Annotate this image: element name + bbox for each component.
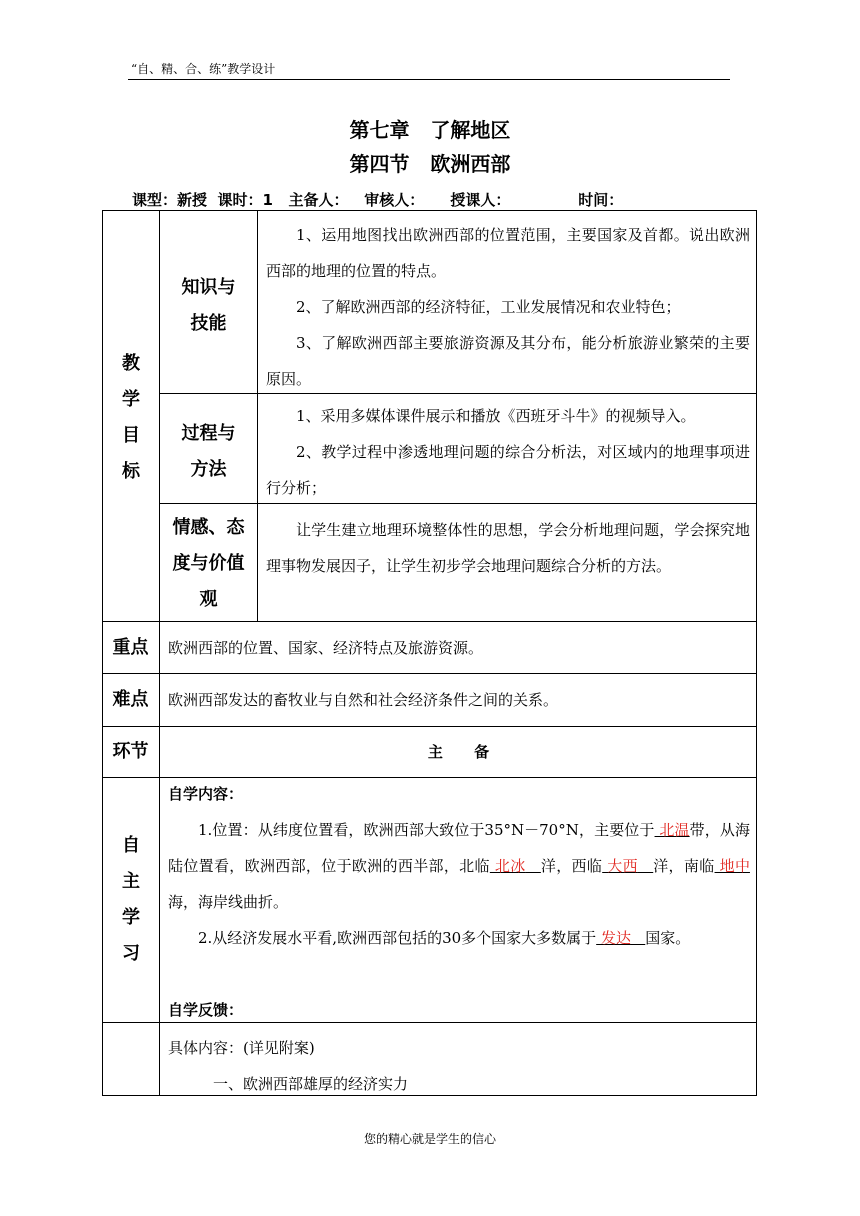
q2-text: 国家。: [645, 929, 691, 947]
table-row-divider: [102, 726, 757, 727]
q1-text: 洋，西临: [540, 857, 603, 875]
table-row-divider: [102, 673, 757, 674]
knowledge-label-line: 技能: [190, 313, 227, 334]
knowledge-item: 3、了解欧洲西部主要旅游资源及其分布，能分析旅游业繁荣的主要原因。: [266, 334, 750, 388]
q1-answer: 大西: [602, 857, 638, 875]
objectives-label-char: 学: [122, 389, 140, 410]
chapter-title: 第七章 了解地区: [349, 118, 511, 142]
self-study-label-char: 主: [122, 871, 140, 892]
q2-text: 2.从经济发展水平看,欧洲西部包括的30多个国家大多数属于: [198, 929, 597, 947]
q2-answer: 发达: [596, 929, 631, 947]
process-item: 2、教学过程中渗透地理问题的综合分析法，对区域内的地理事项进行分析；: [266, 443, 750, 497]
section-header: 主 备: [427, 743, 490, 761]
q1-text: 海，海岸线曲折。: [168, 893, 289, 911]
difficulty-text: 欧洲西部发达的畜牧业与自然和社会经济条件之间的关系。: [168, 691, 559, 709]
knowledge-label: [160, 270, 257, 342]
section-label: 环节: [112, 741, 149, 762]
emotion-label-line: 观: [199, 589, 218, 610]
q1-text: 带，从海陆位置看，欧洲西部，位于欧洲的西半部，北临: [168, 821, 750, 875]
self-study-label: [102, 828, 160, 972]
self-study-question-2: [168, 920, 750, 956]
objectives-label-char: 目: [122, 425, 140, 446]
process-label: [160, 416, 257, 488]
q1-text: 洋，南临: [653, 857, 715, 875]
process-label-line: 过程与: [181, 423, 236, 444]
q2-blank: [631, 929, 645, 947]
detail-line: 具体内容：(详见附案): [168, 1039, 315, 1057]
self-study-question-1: [168, 812, 750, 920]
self-study-feedback-heading: 自学反馈：: [168, 1001, 244, 1019]
emotion-label-line: 情感、态: [172, 517, 245, 538]
section-title: 第四节 欧洲西部: [349, 152, 511, 176]
key-point-text: 欧洲西部的位置、国家、经济特点及旅游资源。: [168, 639, 484, 657]
process-label-line: 方法: [190, 459, 227, 480]
q1-answer: 地中: [714, 857, 750, 875]
q1-answer: 北温: [654, 821, 690, 839]
knowledge-item: 1、运用地图找出欧洲西部的位置范围，主要国家及首都。说出欧洲西部的地理的位置的特点。: [266, 226, 750, 280]
self-study-content-heading: 自学内容：: [168, 785, 244, 803]
emotion-label: [160, 510, 257, 618]
q1-blank: [526, 857, 541, 875]
objectives-label-char: 教: [122, 353, 140, 374]
self-study-label-char: 学: [122, 907, 140, 928]
header-title: “自、精、合、练”教学设计: [131, 62, 276, 76]
knowledge-item: 2、了解欧洲西部的经济特征，工业发展情况和农业特色；: [296, 298, 681, 316]
objectives-label: [102, 346, 160, 490]
lesson-meta-line: 课型：新授 课时：1 主备人： 审核人： 授课人： 时间：: [132, 191, 624, 209]
q1-answer: 北冰: [489, 857, 526, 875]
self-study-label-char: 习: [122, 943, 140, 964]
emotion-text: 让学生建立地理环境整体性的思想，学会分析地理问题，学会探究地理事物发展因子，让学生初步学会地理问题综合分析的方法。: [266, 521, 750, 575]
objectives-label-char: 标: [122, 461, 140, 482]
emotion-label-line: 度与价值: [172, 553, 245, 574]
key-point-label: 重点: [112, 637, 149, 658]
table-subcol-divider: [257, 210, 258, 621]
footer-text: 您的精心就是学生的信心: [363, 1132, 496, 1146]
q1-text: 1.位置：从纬度位置看，欧洲西部大致位于35°N－70°N，主要位于: [198, 821, 655, 839]
difficulty-label: 难点: [112, 689, 149, 710]
knowledge-label-line: 知识与: [181, 277, 236, 298]
q1-blank: [638, 857, 653, 875]
process-item: 1、采用多媒体课件展示和播放《西班牙斗牛》的视频导入。: [296, 407, 696, 425]
header-divider: [128, 79, 730, 80]
self-study-label-char: 自: [122, 835, 140, 856]
detail-subheading: 一、欧洲西部雄厚的经济实力: [213, 1075, 409, 1093]
table-row-divider: [102, 621, 757, 622]
